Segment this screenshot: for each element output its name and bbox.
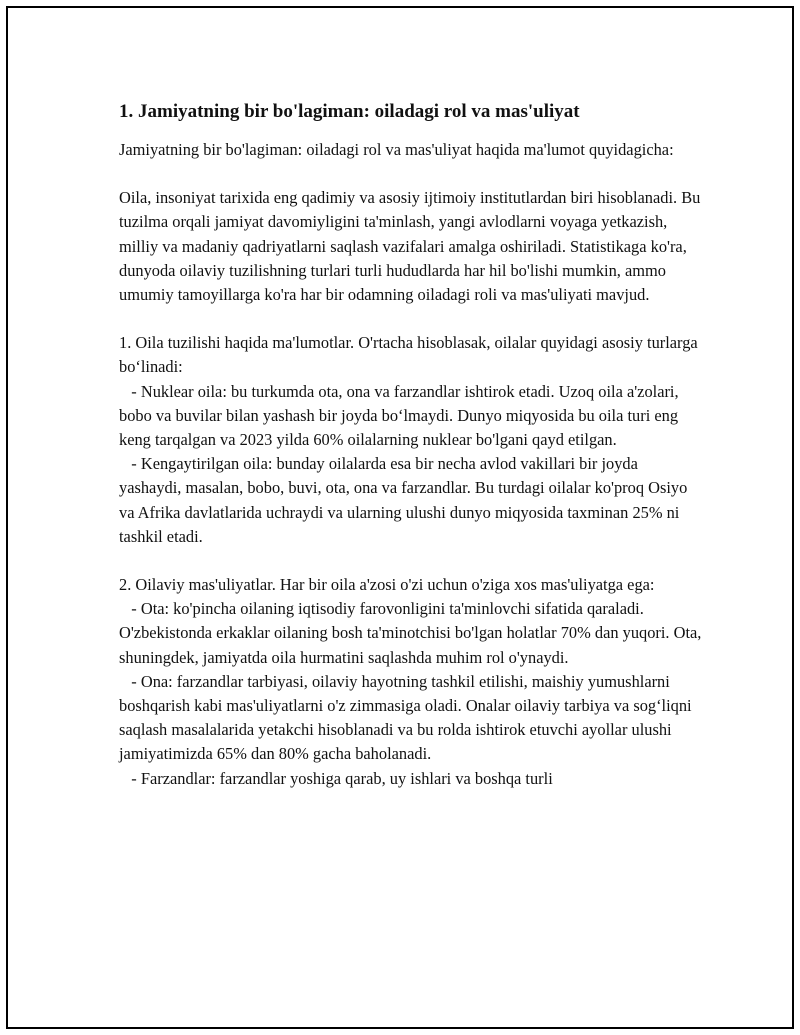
intro-paragraph: Jamiyatning bir bo'lagiman: oiladagi rol va mas'uliyat haqida ma'lumot quyidagicha: (119, 140, 674, 159)
list-item: - Ota: ko'pincha oilaning iqtisodiy farovonligini ta'minlovchi sifatida qaraladi. O'zbekistonda erkaklar oilaning bosh ta'minotchisi bo'lgan holatlar 70% dan yuqori. Ota, shuningdek, jamiyatda oila hurmatini saqlashda muhim rol o'ynaydi. (119, 599, 702, 667)
list-item: - Kengaytirilgan oila: bunday oilalarda esa bir necha avlod vakillari bir joyda yashaydi, masalan, bobo, buvi, ota, ona va farzandlar. Bu turdagi oilalar ko'proq Osiyo va Afrika davlatlarida uchraydi va ularning ulushi dunyo miqyosida taxminan 25% ni tashkil etadi. (119, 454, 688, 546)
overview-paragraph: Oila, insoniyat tarixida eng qadimiy va asosiy ijtimoiy institutlardan biri hisoblanadi. Bu tuzilma orqali jamiyat davomiyligini ta'minlash, yangi avlodlarni voyaga yetkazish, milliy va madaniy qadriyatlarni saqlash vazifalari amalga oshiriladi. Statistikaga ko'ra, dunyoda oilaviy tuzilishning turlari turli hududlarda har hil bo'lishi mumkin, ammo umumiy tamoyillarga ko'ra har bir odamning oiladagi roli va mas'uliyati mavjud. (119, 188, 701, 305)
page-frame (6, 6, 794, 1029)
document-title: 1. Jamiyatning bir bo'lagiman: oiladagi rol va mas'uliyat (119, 101, 580, 122)
document-body (119, 92, 704, 791)
section-heading: 2. Oilaviy mas'uliyatlar. Har bir oila a'zosi o'zi uchun o'ziga xos mas'uliyatga ega: (119, 575, 655, 595)
section-family-structure (119, 331, 704, 549)
section-family-responsibilities (119, 573, 704, 791)
list-item: - Ona: farzandlar tarbiyasi, oilaviy hayotning tashkil etilishi, maishiy yumushlarni boshqarish kabi mas'uliyatlarni o'z zimmasiga oladi. Onalar oilaviy tarbiya va sog‘liqni saqlash masalalarida yetakchi hisoblanadi va bu rolda ishtirok etuvchi ayollar ulushi jamiyatimizda 65% dan 80% gacha baholanadi. (119, 671, 692, 764)
section-heading: 1. Oila tuzilishi haqida ma'lumotlar. O'rtacha hisoblasak, oilalar quyidagi asosiy turlarga bo‘linadi: (119, 333, 698, 377)
list-item: - Nuklear oila: bu turkumda ota, ona va farzandlar ishtirok etadi. Uzoq oila a'zolari, bobo va buvilar bilan yashash bir joyda bo‘lmaydi. Dunyo miqyosida bu oila turi eng keng tarqalgan va 2023 yilda 60% oilalarning nuklear bo'lgani qayd etilgan. (119, 381, 679, 450)
list-item: - Farzandlar: farzandlar yoshiga qarab, uy ishlari va boshqa turli (131, 768, 553, 788)
